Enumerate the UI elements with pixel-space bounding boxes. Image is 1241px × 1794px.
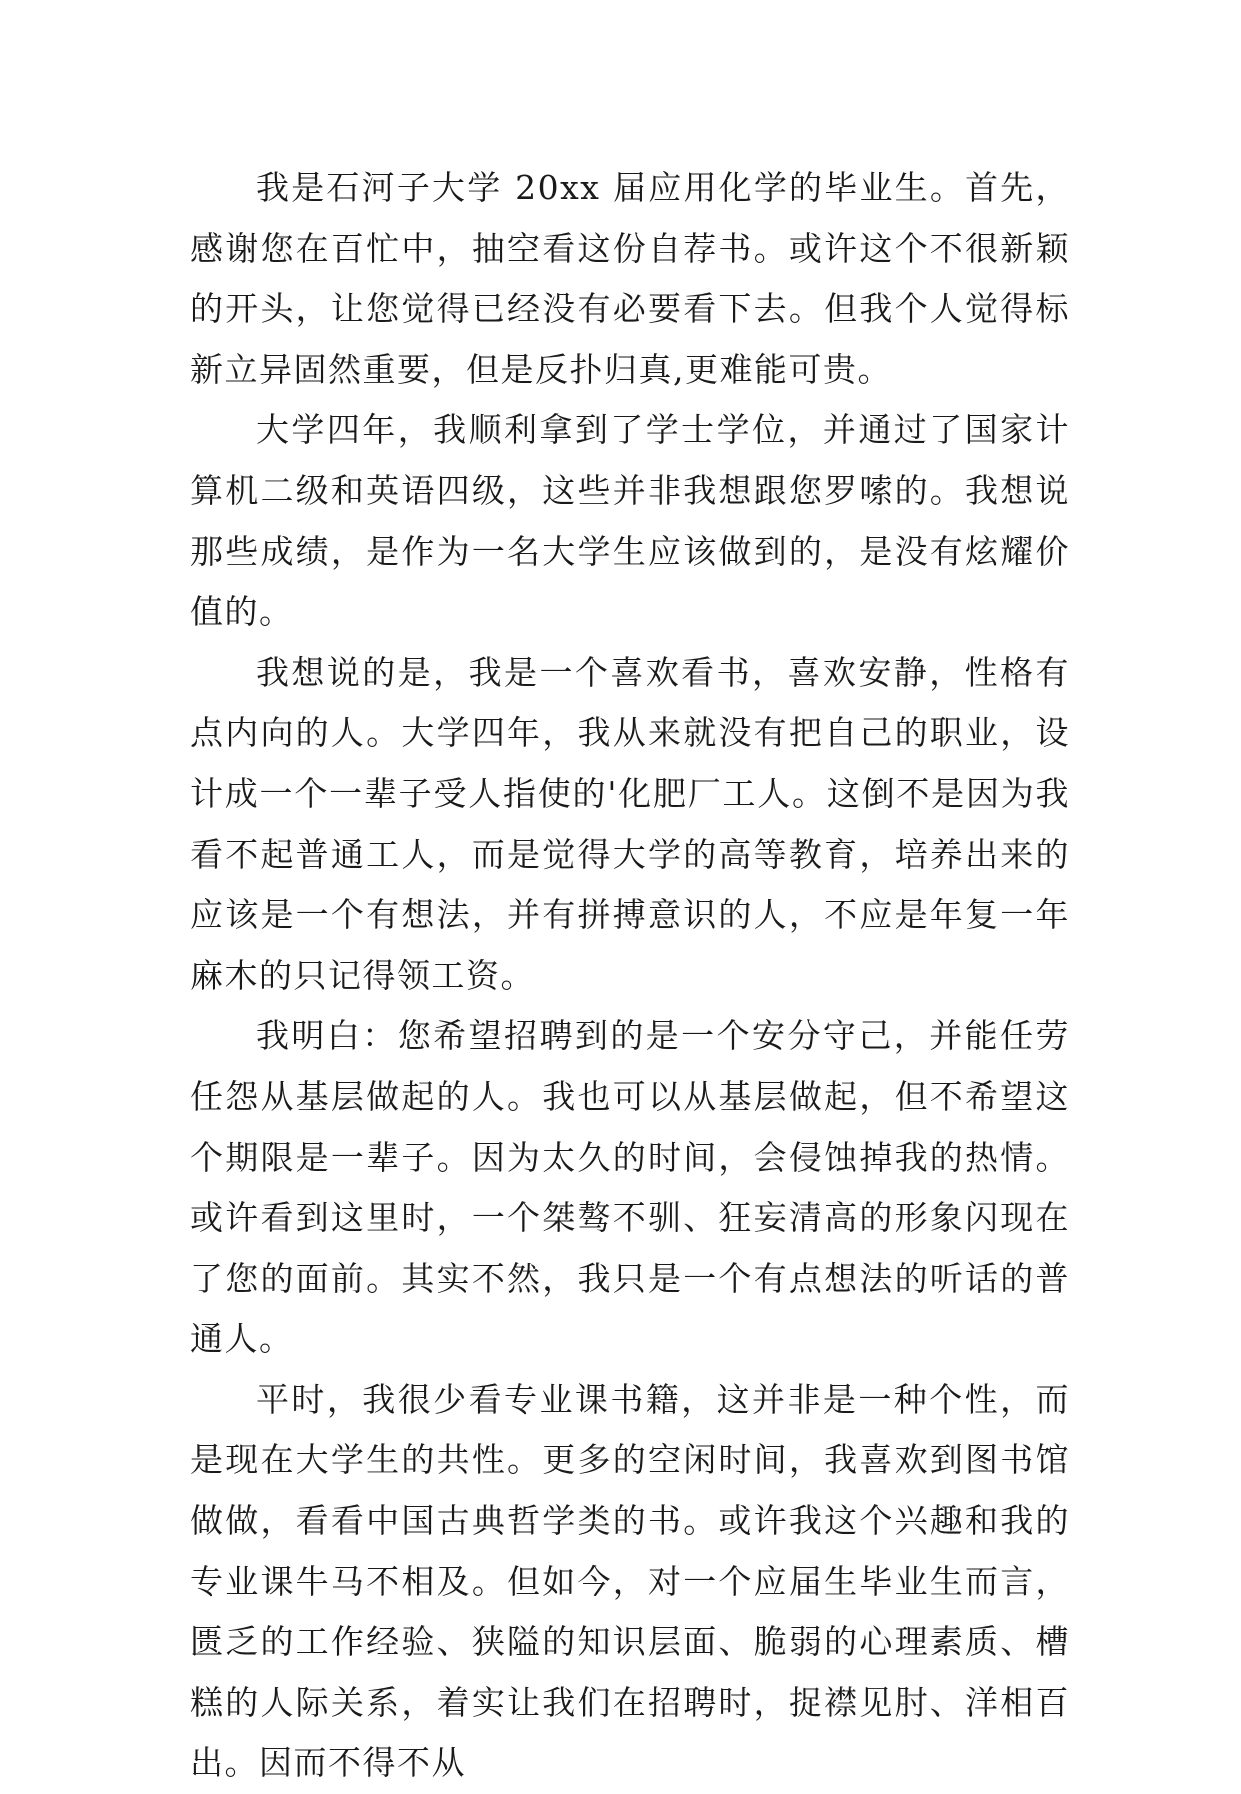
paragraph-5: 平时，我很少看专业课书籍，这并非是一种个性，而是现在大学生的共性。更多的空闲时间，我喜欢到图书馆做做，看看中国古典哲学类的书。或许我这个兴趣和我的专业课牛马不相及。但如今，对一个应届生毕业生而言，匮乏的工作经验、狭隘的知识层面、脆弱的心理素质、槽糕的人际关系，着实让我们在招聘时，捉襟见肘、洋相百出。因而不得不从 — [190, 1379, 1070, 1783]
paragraph-3: 我想说的是，我是一个喜欢看书，喜欢安静，性格有点内向的人。大学四年，我从来就没有把自己的职业，设计成一个一辈子受人指使的'化肥厂工人。这倒不是因为我看不起普通工人，而是觉得大学的高等教育，培养出来的应该是一个有想法，并有拼搏意识的人，不应是年复一年麻木的只记得领工资。 — [190, 652, 1070, 995]
paragraph-2: 大学四年，我顺利拿到了学士学位，并通过了国家计算机二级和英语四级，这些并非我想跟您罗嗦的。我想说那些成绩，是作为一名大学生应该做到的，是没有炫耀价值的。 — [190, 410, 1070, 632]
paragraph-4: 我明白：您希望招聘到的是一个安分守己，并能任劳任怨从基层做起的人。我也可以从基层做起，但不希望这个期限是一辈子。因为太久的时间，会侵蚀掉我的热情。或许看到这里时，一个桀骜不驯、狂妄清高的形象闪现在了您的面前。其实不然，我只是一个有点想法的听话的普通人。 — [190, 1016, 1070, 1359]
paragraph-1: 我是石河子大学 20xx 届应用化学的毕业生。首先，感谢您在百忙中，抽空看这份自荐书。或许这个不很新颖的开头，让您觉得已经没有必要看下去。但我个人觉得标新立异固然重要，但是反扑归真,更难能可贵。 — [190, 168, 1070, 389]
document-body — [190, 158, 1070, 1794]
